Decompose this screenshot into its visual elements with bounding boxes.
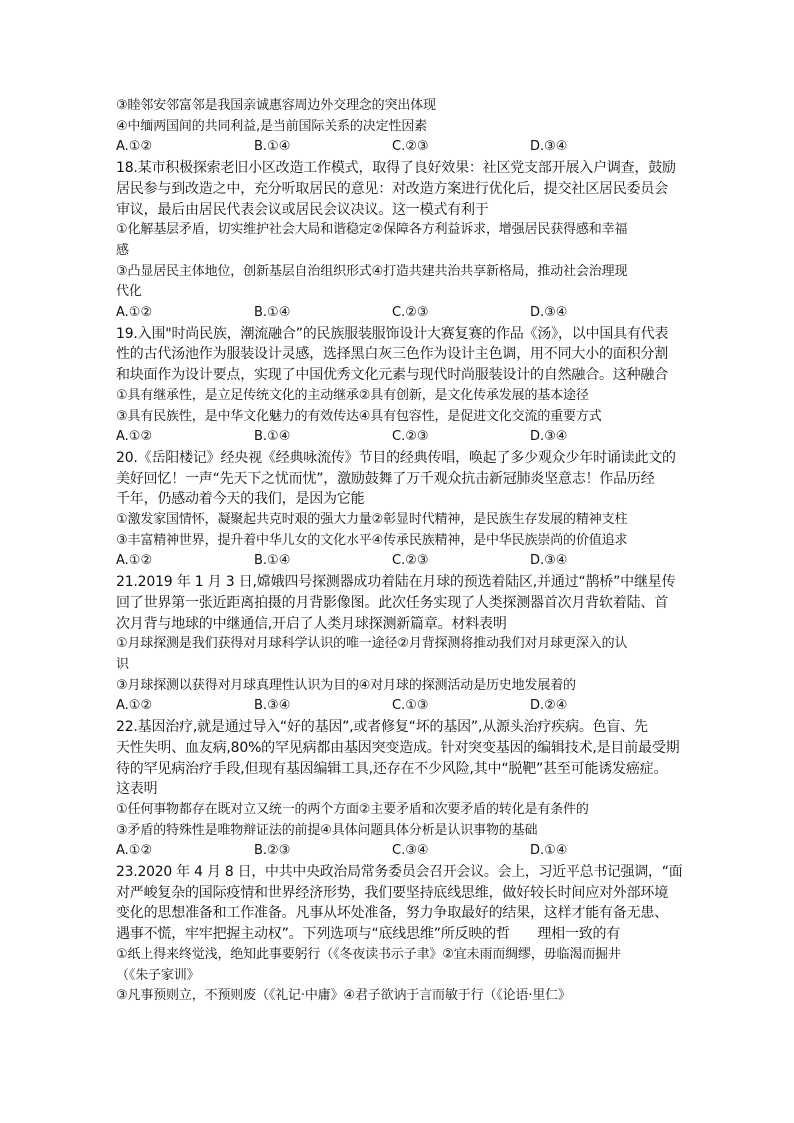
q18-stem-line: 18.某市积极探索老旧小区改造工作模式，取得了良好效果：社区党支部开展入户调查，鼓励 [116,160,676,177]
q22-choice-line: ①任何事物都存在既对立又统一的两个方面②主要矛盾和次要矛盾的转化是有条件的 [116,801,589,817]
q17-option-b: B.①④ [254,139,291,155]
q21-option-a: A.①② [116,698,153,714]
q22-option-d: D.①④ [530,843,568,859]
q23-choice-line: ③凡事预则立，不预则废（《礼记·中庸》④君子欲讷于言而敏于行（《论语·里仁》 [116,988,571,1004]
q19-options [116,427,682,448]
q20-option-c: C.②③ [392,553,429,569]
q18-choice-line: 代化 [116,284,142,300]
q21-stem-line: 次月背与地球的中继通信,开启了人类月球探测新篇章。材料表明 [116,615,507,632]
q23-stem-line: 23.2020 年 4 月 8 日，中共中央政治局常务委员会召开会议。会上，习近平总书记强调，“面 [116,864,683,881]
q23-choice-line: （《朱子家训》 [116,967,200,983]
q20-choice-line: ③丰富精神世界，提升着中华儿女的文化水平④传承民族精神，是中华民族崇尚的价值追求 [116,532,628,548]
q18-choice-line: 感 [116,242,129,258]
q20-stem-line: 千年，仍感动着今天的我们，是因为它能 [116,491,365,508]
q17-option-c: C.②③ [392,139,429,155]
q18-options [116,303,682,324]
q22-stem-line: 这表明 [116,781,158,798]
q21-choice-line: 识 [116,656,129,672]
q22-option-c: C.③④ [392,843,429,859]
q20-stem-line: 20.《岳阳楼记》经央视《经典咏流传》节目的经典传唱，唤起了多少观众少年时诵读此文的 [116,449,676,466]
q23-stem-line: 遇事不慌，牢牢把握主动权”。下列选项与“底线思维”所反映的哲 理相一致的有 [116,926,621,943]
q19-stem-line: 性的古代汤池作为服装设计灵感，选择黑白灰三色作为设计主色调，用不同大小的面积分割 [116,346,668,363]
q18-choice-line: ①化解基层矛盾，切实维护社会大局和谐稳定②保障各方利益诉求，增强居民获得感和幸福 [116,222,628,238]
q17-choice-4: ④中缅两国间的共同利益,是当前国际关系的决定性因素 [116,118,428,134]
q18-option-c: C.②③ [392,305,429,321]
q22-option-b: B.②③ [254,843,291,859]
q17-choice-3: ③睦邻安邻富邻是我国亲诚惠容周边外交理念的突出体现 [116,98,436,113]
q18-choice-line: ③凸显居民主体地位，创新基层自治组织形式④打造共建共治共享新格局，推动社会治理现 [116,263,628,279]
q17-options [116,137,682,158]
q21-choice-line: ③月球探测以获得对月球真理性认识为目的④对月球的探测活动是历史地发展着的 [116,677,576,693]
q20-stem-line: 美好回忆！一声“先天下之忧而忧”，激励鼓舞了万千观众抗击新冠肺炎坚意志！作品历经 [116,470,655,487]
q21-stem-line: 21.2019 年 1 月 3 日,嫦娥四号探测器成功着陆在月球的预选着陆区,并通过“鹊桥”中继星传 [116,574,676,591]
q21-choice-line: ①月球探测是我们获得对月球科学认识的唯一途径②月背探测将推动我们对月球更深入的认 [116,636,628,652]
q19-choice-line: ①具有继承性，是立足传统文化的主动继承②具有创新，是文化传承发展的基本途径 [116,387,589,403]
q19-option-b: B.①④ [254,429,291,445]
q17-option-a: A.①② [116,139,153,155]
q19-stem-line: 和块面作为设计要点，实现了中国优秀文化元素与现代时尚服装设计的自然融合。这种融合 [116,367,668,384]
q22-stem-line: 22.基因治疗,就是通过导入“好的基因”,或者修复“坏的基因”,从源头治疗疾病。色盲、先 [116,719,648,736]
q18-option-d: D.③④ [530,305,568,321]
q20-option-d: D.③④ [530,553,568,569]
q18-option-a: A.①② [116,305,153,321]
q22-choice-line: ③矛盾的特殊性是唯物辩证法的前提④具体问题具体分析是认识事物的基础 [116,822,538,838]
q19-option-c: C.②③ [392,429,429,445]
q22-stem-line: 待的罕见病治疗手段,但现有基因编辑工具,还存在不少风险,其中“脱靶”甚至可能诱发癌症。 [116,760,668,777]
q18-option-b: B.①④ [254,305,291,321]
q20-option-b: B.①④ [254,553,291,569]
q23-choice-line: ①纸上得来终觉浅，绝知此事要躬行（《冬夜读书示子聿》②宜未雨而绸缪，毋临渴而掘井 [116,946,621,962]
q22-options [116,841,682,862]
q19-option-d: D.③④ [530,429,568,445]
exam-content [116,96,682,1007]
q22-option-a: A.①② [116,843,153,859]
q19-stem-line: 19.入围"时尚民族，潮流融合”的民族服装服饰设计大赛复赛的作品《汤》，以中国具有代表 [116,325,669,342]
q20-option-a: A.①② [116,553,153,569]
q22-stem-line: 天性失明、血友病,80%的罕见病都由基因突变造成。针对突变基因的编辑技术,是目前最受期 [116,739,680,756]
q19-choice-line: ③具有民族性，是中华文化魅力的有效传达④具有包容性，是促进文化交流的重要方式 [116,408,602,424]
q21-stem-line: 回了世界第一张近距离拍摄的月背影像图。此次任务实现了人类探测器首次月背软着陆、首 [116,594,668,611]
q20-options [116,551,682,572]
q19-option-a: A.①② [116,429,153,445]
q23-stem-line: 变化的思想准备和工作准备。凡事从坏处准备，努力争取最好的结果，这样才能有备无患、 [116,905,668,922]
q18-stem-line: 审议，最后由居民代表会议或居民会议决议。这一模式有利于 [116,201,489,218]
q23-stem-line: 对严峻复杂的国际疫情和世界经济形势，我们要坚持底线思维，做好较长时间应对外部环境 [116,884,668,901]
q21-option-c: C.①③ [392,698,429,714]
q18-stem-line: 居民参与到改造之中，充分听取居民的意见：对改造方案进行优化后，提交社区居民委员会 [116,180,668,197]
q20-choice-line: ①激发家国情怀，凝聚起共克时艰的强大力量②彰显时代精神，是民族生存发展的精神支柱 [116,512,628,528]
q21-options [116,696,682,717]
q21-option-d: D.②④ [530,698,568,714]
q17-option-d: D.③④ [530,139,568,155]
q21-option-b: B.③④ [254,698,291,714]
